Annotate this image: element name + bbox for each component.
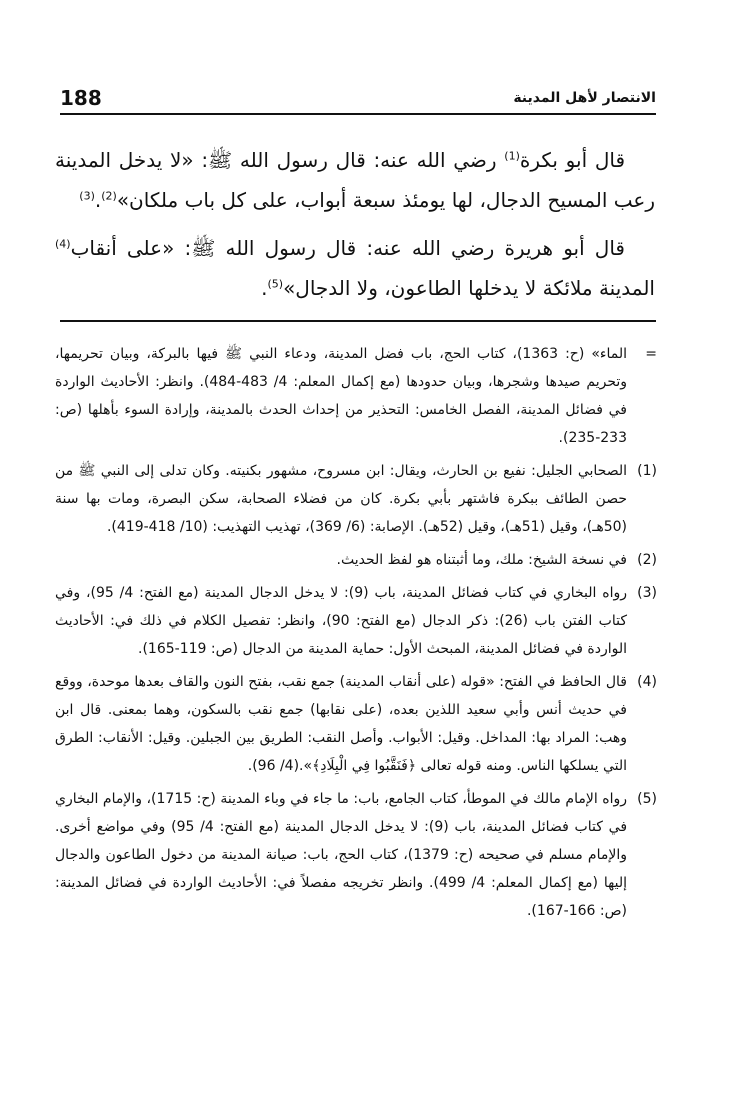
hadith-text: قال أبو هريرة رضي الله عنه: قال رسول الله ﷺ: «على أنقاب	[70, 236, 625, 260]
footnote-mark: (4)	[637, 674, 657, 690]
hadith-text: رضي الله عنه: قال رسول الله ﷺ: «لا يدخل المدينة رعب المسيح الدجال، لها يومئذ سبعة أبواب، على كل باب ملكان»	[55, 148, 655, 212]
footnote	[55, 457, 657, 541]
footnote-text: الصحابي الجليل: نفيع بن الحارث، ويقال: ابن مسروح، مشهور بكنيته. وكان تدلى إلى النبي ﷺ من حصن الطائف ببكرة فاشتهر بأبي بكرة. كان من فضلاء الصحابة، سكن البصرة، ومات بها سنة (50هـ)، وقيل (51هـ)، وقيل (52هـ). الإصابة: (6/ 369)، تهذيب التهذيب: (10/ 418-419).	[55, 463, 627, 535]
footnote-mark: =	[645, 346, 657, 362]
hadith-paragraph	[55, 228, 655, 308]
page-number: 188	[60, 86, 102, 110]
footnote	[55, 785, 657, 925]
footnote-ref: (4)	[55, 237, 71, 251]
hadith-text: المدينة ملائكة لا يدخلها الطاعون، ولا الدجال»	[283, 276, 655, 300]
footnote-separator	[60, 320, 656, 322]
header-rule	[60, 113, 656, 115]
footnote-text: رواه الإمام مالك في الموطأ، كتاب الجامع، باب: ما جاء في وباء المدينة (ح: 1715)، والإمام البخاري في كتاب فضائل المدينة، باب (9): لا يدخل الدجال المدينة (مع الفتح: 4/ 95) وفي مواضع أخرى. والإمام مسلم في صحيحه (ح: 1379)، كتاب الحج، باب: صيانة المدينة من دخول الطاعون والدجال إليها (مع إكمال المعلم: 4/ 499). وانظر تخريجه مفصلاً في: الأحاديث الواردة في فضائل المدينة: (ص: 166-167).	[55, 791, 628, 919]
footnote-ref: (1)	[504, 149, 520, 163]
page-header	[60, 86, 656, 114]
footnote-ref: (2)	[101, 189, 117, 203]
hadith-text: .	[261, 276, 268, 300]
footnote-mark: (2)	[637, 552, 657, 568]
footnote-text: رواه البخاري في كتاب فضائل المدينة، باب (9): لا يدخل الدجال المدينة (مع الفتح: 4/ 95)، وفي كتاب الفتن باب (26): ذكر الدجال (مع الفتح: 90)، وانظر: تفصيل الكلام في ذلك في: الأحاديث الواردة في فضائل المدينة، المبحث الأول: حماية المدينة من الدجال (ص: 119-165).	[55, 585, 628, 657]
footnote-mark: (3)	[637, 585, 657, 601]
footnote	[55, 579, 657, 663]
footnotes	[55, 340, 657, 930]
footnote-mark: (1)	[637, 463, 657, 479]
running-title: الانتصار لأهل المدينة	[513, 90, 656, 106]
main-text	[55, 140, 655, 316]
hadith-text: قال أبو بكرة	[519, 148, 626, 172]
footnote-text: في نسخة الشيخ: ملك، وما أثبتناه هو لفظ الحديث.	[336, 552, 627, 568]
footnote	[55, 546, 657, 574]
footnote-mark: (5)	[637, 791, 657, 807]
footnote-text: الماء» (ح: 1363)، كتاب الحج، باب فضل المدينة، ودعاء النبي ﷺ فيها بالبركة، وبيان تحريمها، وتحريم صيدها وشجرها، وبيان حدودها (مع إكمال المعلم: 4/ 483-484). وانظر: الأحاديث الواردة في فضائل المدينة، الفصل الخامس: التحذير من إحداث الحدث بالمدينة، وإرادة السوء بأهلها (ص: 233-235).	[55, 346, 628, 446]
footnote-ref: (5)	[267, 277, 284, 291]
footnote-text: قال الحافظ في الفتح: «قوله (على أنقاب المدينة) جمع نقب، بفتح النون والقاف بعدها موحدة، ووقع في حديث أنس وأبي سعيد اللذين بعده، (على نقابها) جمع نقب بالسكون، وهما بمعنى. قال ابن وهب: المراد بها: المداخل. وقيل: الأبواب. وأصل النقب: الطريق بين الجبلين. وقيل: الأنقاب: الطرق التي يسلكها الناس. ومنه قوله تعالى ﴿فَنَقَّبُوا فِي الْبِلَادِ﴾».(4/ 96).	[55, 674, 627, 774]
footnote	[55, 668, 657, 780]
footnote	[55, 340, 657, 452]
hadith-paragraph	[55, 140, 655, 220]
footnote-ref: (3)	[79, 189, 95, 203]
hadith-text: .	[94, 188, 102, 212]
